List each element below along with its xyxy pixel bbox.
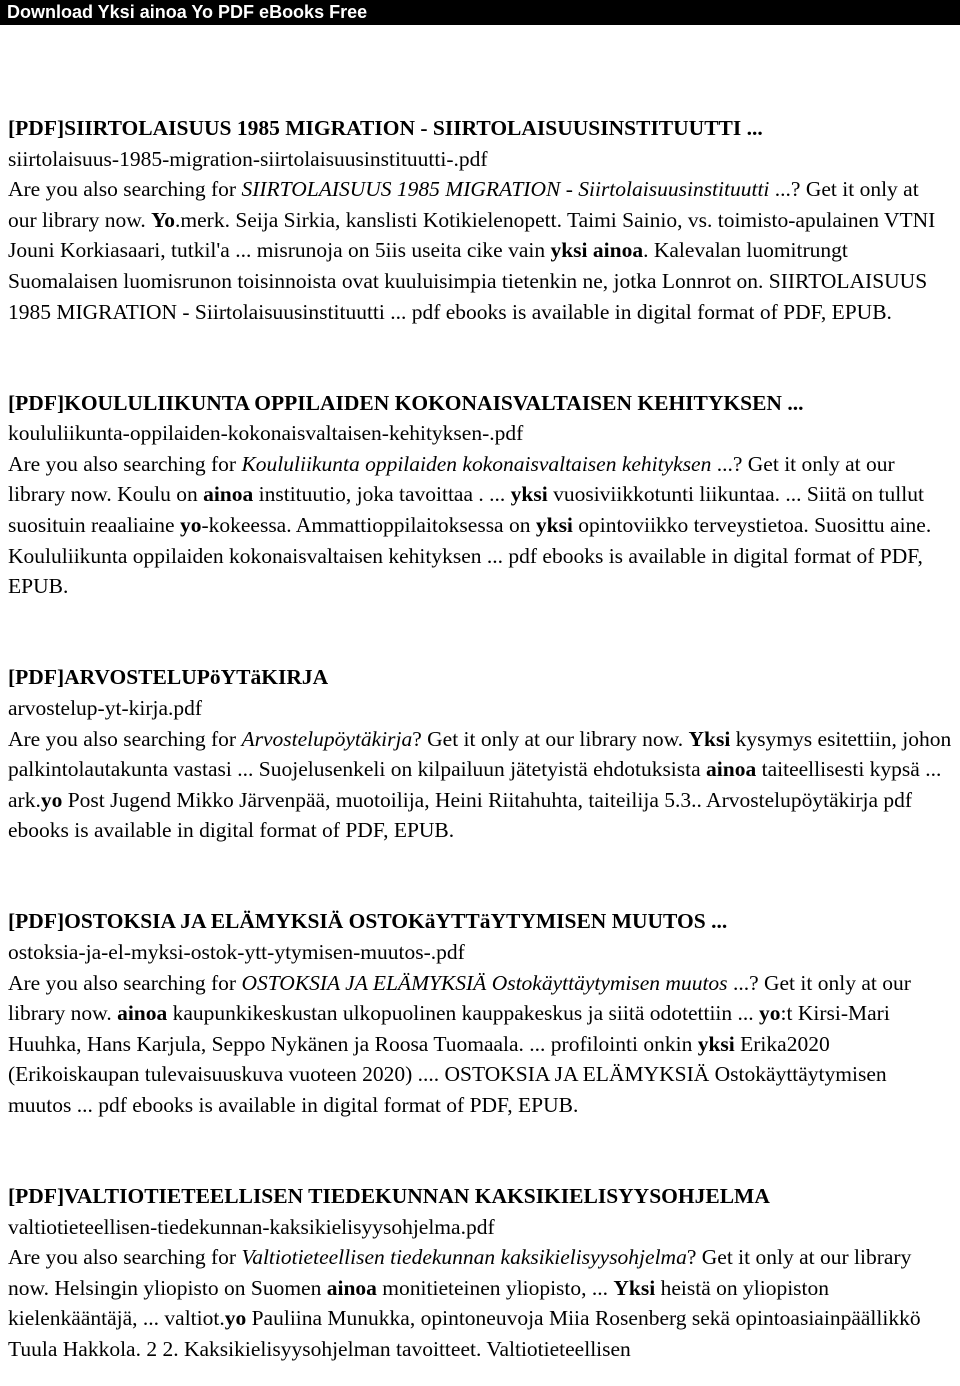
description-text: -kokeessa. Ammattioppilaitoksessa on — [201, 513, 536, 538]
book-title-text: Valtiotieteellisen tiedekunnan kaksikielisyysohjelma — [241, 1245, 687, 1270]
description-text: . Kalevalan luomitrungt Suomalaisen luomisrunon toisinnoista ovat kuuluisimpia tietenkin ne, jotka Lonnrot on. SIIRTOLAISUUS 1985 MIGRATION - Siirtolaisuusinstituutti ... pdf ebooks is available in digital format of PDF, EPUB. — [8, 238, 928, 324]
result-entry — [8, 388, 952, 602]
book-title-text: SIIRTOLAISUUS 1985 MIGRATION - Siirtolaisuusinstituutti — [241, 177, 770, 202]
entry-description — [8, 968, 952, 1121]
header-title: Download Yksi ainoa Yo PDF eBooks Free — [7, 2, 368, 22]
highlighted-keyword: yksi ainoa — [550, 238, 644, 263]
description-text: ? Get it only at our library now. — [412, 726, 689, 751]
entry-description — [8, 174, 952, 327]
entry-title[interactable]: [PDF]SIIRTOLAISUUS 1985 MIGRATION - SIIRTOLAISUUSINSTITUUTTI ... — [8, 116, 763, 140]
description-text: heistä on yliopiston kielenkääntäjä, ... valtiot. — [8, 1275, 830, 1331]
description-text: ...? Get it only at our library now. — [8, 177, 919, 232]
entry-description — [8, 1242, 952, 1364]
header-bar — [0, 0, 960, 25]
description-text: Are you also searching for — [8, 726, 242, 751]
entry-title[interactable]: [PDF]KOULULIIKUNTA OPPILAIDEN KOKONAISVALTAISEN KEHITYKSEN ... — [8, 390, 804, 415]
entry-filename: ostoksia-ja-el-myksi-ostok-ytt-ytymisen-muutos-.pdf — [8, 939, 465, 964]
description-text: kysymys esitettiin, johon palkintolautakunta vastasi ... Suojelusenkeli on kilpailuun jätetyistä ehdotuksista — [8, 726, 952, 782]
description-text: Are you also searching for — [8, 1245, 242, 1270]
entry-title[interactable]: [PDF]VALTIOTIETEELLISEN TIEDEKUNNAN KAKSIKIELISYYSOHJELMA — [8, 1184, 770, 1209]
book-title-text: Koululiikunta oppilaiden kokonaisvaltaisen kehityksen — [241, 451, 712, 476]
result-entry — [8, 113, 952, 327]
highlighted-keyword: yksi — [535, 513, 573, 538]
description-text: Are you also searching for — [8, 970, 242, 995]
entry-filename: siirtolaisuus-1985-migration-siirtolaisuusinstituutti-.pdf — [8, 146, 488, 171]
highlighted-keyword: yksi — [697, 1031, 735, 1056]
description-text: monitieteinen yliopisto, ... — [376, 1275, 614, 1300]
description-text: .merk. Seija Sirkia, kanslisti Kotikielenopett. Taimi Sainio, vs. toimisto-apulainen VTNI Jouni Korkiasaari, tutkil'a ... misrunoja on 5iis useita cike vain — [8, 207, 936, 263]
description-text: Are you also searching for — [8, 451, 242, 476]
entry-title[interactable]: [PDF]ARVOSTELUPöYTäKIRJA — [8, 665, 329, 690]
entry-filename: koululiikunta-oppilaiden-kokonaisvaltaisen-kehityksen-.pdf — [8, 421, 524, 446]
description-text: ? Get it only at our library now. Helsingin yliopisto on Suomen — [8, 1245, 912, 1300]
highlighted-keyword: yo — [40, 787, 63, 812]
entry-filename: valtiotieteellisen-tiedekunnan-kaksikielisyysohjelma.pdf — [8, 1214, 495, 1239]
description-text: ...? Get it only at our library now. Koulu on — [8, 451, 895, 507]
highlighted-keyword: ainoa — [706, 757, 757, 782]
result-entry — [8, 1181, 952, 1365]
highlighted-keyword: ainoa — [203, 482, 254, 507]
result-entry — [8, 662, 952, 846]
highlighted-keyword: Yksi — [688, 726, 731, 751]
description-text: ...? Get it only at our library now. — [8, 970, 911, 1026]
description-text: Pauliina Munukka, opintoneuvoja Miia Rosenberg sekä opintoasiainpäällikkö Tuula Hakkola. 2 2. Kaksikielisyysohjelman tavoitteet. Valtiotieteellisen — [8, 1306, 921, 1361]
description-text: opintoviikko terveystietoa. Suosittu aine. Koululiikunta oppilaiden kokonaisvaltaisen kehityksen ... pdf ebooks is available in digital format of PDF, EPUB. — [8, 513, 932, 599]
highlighted-keyword: yo — [759, 1001, 781, 1026]
highlighted-keyword: yo — [224, 1306, 247, 1331]
highlighted-keyword: Yo — [151, 207, 176, 232]
highlighted-keyword: ainoa — [117, 1001, 168, 1026]
description-text: :t Kirsi-Mari Huuhka, Hans Karjula, Seppo Nykänen ja Roosa Tuomaala. ... profilointi onkin — [8, 1001, 890, 1056]
entry-description — [8, 449, 952, 602]
highlighted-keyword: yksi — [510, 482, 548, 507]
book-title-text: OSTOKSIA JA ELÄMYKSIÄ Ostokäyttäytymisen muutos — [241, 970, 728, 995]
description-text: taiteellisesti kypsä ... ark. — [8, 757, 942, 812]
description-text: Post Jugend Mikko Järvenpää, muotoilija, Heini Riitahuhta, taiteilija 5.3.. Arvostelupöytäkirja pdf ebooks is available in digital format of PDF, EPUB. — [8, 787, 913, 843]
description-text: kaupunkikeskustan ulkopuolinen kauppakeskus ja siitä odotettiin ... — [167, 1001, 760, 1026]
entry-filename: arvostelup-yt-kirja.pdf — [8, 695, 203, 720]
highlighted-keyword: yo — [179, 513, 202, 538]
entry-title[interactable]: [PDF]OSTOKSIA JA ELÄMYKSIÄ OSTOKäYTTäYTYMISEN MUUTOS ... — [8, 909, 728, 934]
description-text: Erika2020 (Erikoiskaupan tulevaisuuskuva vuoteen 2020) .... OSTOKSIA JA ELÄMYKSIÄ Ostokäyttäytymisen muutos ... pdf ebooks is available in digital format of PDF, EPUB. — [8, 1031, 887, 1117]
results-list — [8, 113, 952, 1386]
highlighted-keyword: ainoa — [326, 1275, 377, 1300]
description-text: Are you also searching for — [8, 177, 242, 202]
highlighted-keyword: Yksi — [613, 1275, 656, 1300]
book-title-text: Arvostelupöytäkirja — [241, 726, 413, 751]
entry-description — [8, 724, 952, 846]
description-text: vuosiviikkotunti liikuntaa. ... Siitä on tullut suosituin reaaliaine — [8, 482, 924, 538]
description-text: instituutio, joka tavoittaa . ... — [253, 482, 511, 507]
result-entry — [8, 906, 952, 1120]
